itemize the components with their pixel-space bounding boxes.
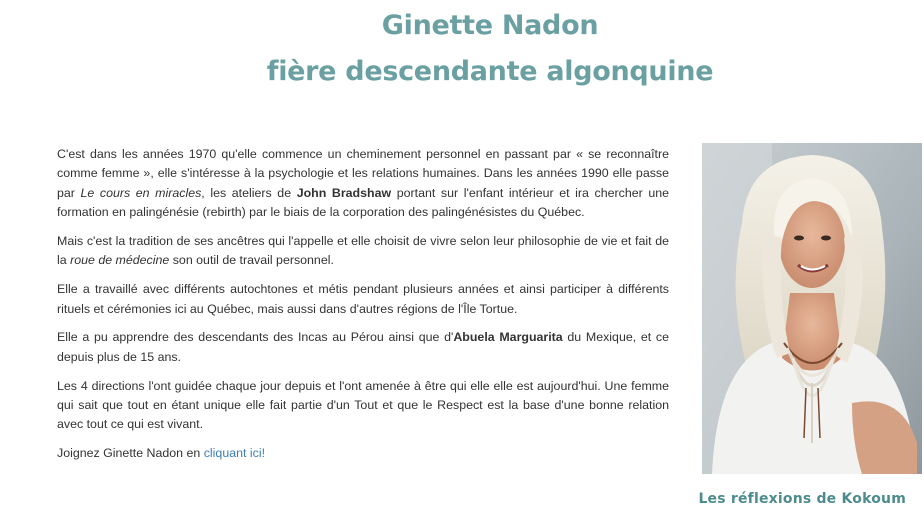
site-brand[interactable]: Les réflexions de Kokoum — [698, 491, 906, 507]
paragraph-1-text-b: , les ateliers de — [201, 185, 297, 200]
paragraph-1 — [57, 145, 669, 223]
paragraph-1-text-c: portant sur l'enfant intérieur et ira chercher une formation en palingénésie (rebirth) par le biais de la corporation des palingénésistes du Québec. — [57, 185, 669, 220]
paragraph-6-text: Joignez Ginette Nadon en — [57, 446, 204, 461]
paragraph-2-text-a: Mais c'est la tradition de ses ancêtres qui l'appelle et elle choisit de vivre selon leur philosophie de vie et fait de la — [57, 234, 669, 268]
paragraph-2 — [57, 232, 669, 271]
paragraph-5: Les 4 directions l'ont guidée chaque jour depuis et l'ont amenée à être qui elle elle est aujourd'hui. Une femme qui sait que tout en étant unique elle fait partie d'un Tout et que le Respect est la base d'une bonne relation avec tout ce qui est vivant. — [57, 378, 669, 432]
paragraph-6 — [57, 444, 669, 463]
portrait-photo — [702, 143, 922, 474]
paragraph-4-text-a: Elle a pu apprendre des descendants des Incas au Pérou ainsi que d' — [57, 330, 454, 345]
portrait-illustration — [702, 143, 922, 474]
join-link[interactable]: cliquant ici! — [203, 446, 266, 461]
paragraph-4 — [57, 328, 669, 367]
paragraph-1-italic: Le cours en miracles — [80, 185, 202, 200]
paragraph-2-text-b: son outil de travail personnel. — [169, 253, 334, 268]
paragraph-1-text-a: C'est dans les années 1970 qu'elle commence un cheminement personnel en passant par « se reconnaître comme femme », elle s'intéresse à la psychologie et les relations humaines. Dans les années 1990 elle passe par — [57, 147, 669, 200]
biography-text — [57, 145, 669, 473]
paragraph-3: Elle a travaillé avec différents autochtones et métis pendant plusieurs années et ainsi participer à différents rituels et cérémonies ici au Québec, mais aussi dans d'autres régions de l'Île Tortue. — [57, 282, 669, 316]
paragraph-2-italic: roue de médecine — [70, 253, 170, 268]
paragraph-1-bold: John Bradshaw — [296, 185, 392, 200]
page-title: Ginette Nadon — [381, 10, 599, 41]
page-subtitle: fière descendante algonquine — [266, 56, 714, 87]
paragraph-4-bold: Abuela Marguarita — [453, 330, 563, 345]
page-header — [0, 8, 924, 90]
paragraph-4-text-b: du Mexique, et ce depuis plus de 15 ans. — [57, 330, 669, 364]
